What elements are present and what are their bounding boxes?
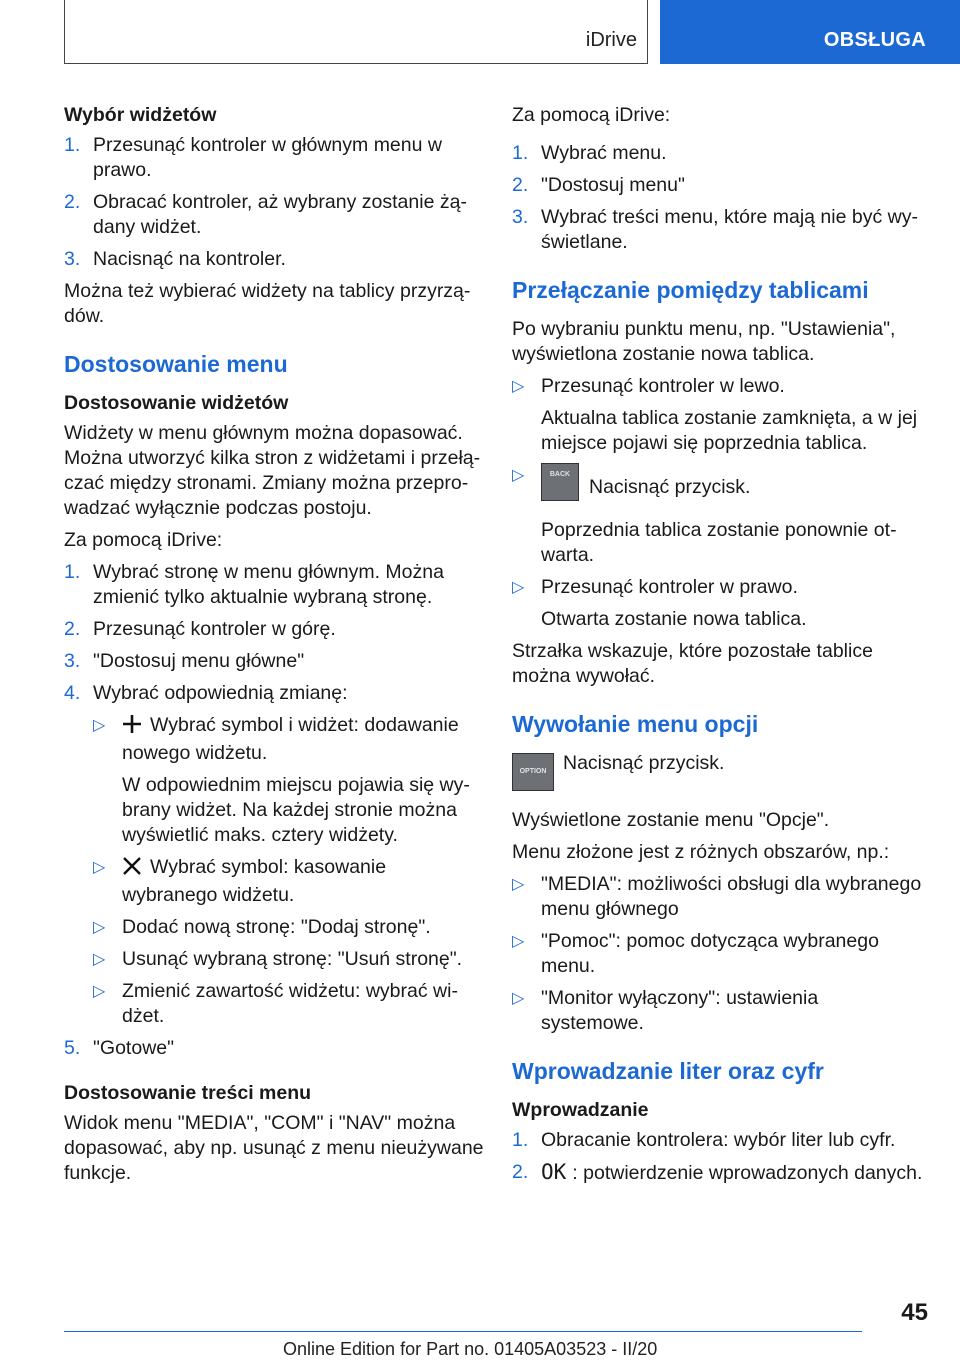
paragraph: W odpowiednim miejscu pojawia się wybrany widżet. Na każdej stronie można wyświetlić maks. cztery widżety. (122, 774, 470, 846)
left-column (64, 103, 484, 1193)
header-chapter-title: OBSŁUGA (823, 29, 926, 51)
heading-switch-panels: Przełączanie pomiędzy tablicami (512, 277, 869, 303)
paragraph: Wyświetlone zostanie menu "Opcje". (512, 809, 830, 831)
heading-customize-menu: Dostosowanie menu (64, 351, 288, 377)
list-item: 2. OK : potwierdzenie wprowadzonych danych. (512, 1160, 923, 1184)
plus-icon (122, 714, 142, 741)
list-item: ▷ "Monitor wyłączony": ustawienia systemowe. (512, 987, 819, 1034)
list-item: ▷ Przesunąć kontroler w lewo. (512, 375, 785, 397)
heading-input: Wprowadzanie (512, 1099, 649, 1121)
list-item: 1. Przesunąć kontroler w głównym menu w prawo. (64, 134, 442, 181)
sub-list-item: ▷ Wybrać symbol i widżet: dodawanie nowego widżetu. (93, 714, 459, 764)
footer-divider (64, 1331, 862, 1332)
paragraph: Poprzednia tablica zostanie ponownie otwarta. (541, 519, 897, 566)
list-item: 1. Wybrać menu. (512, 142, 667, 164)
header-section-box (64, 0, 648, 64)
heading-customize-content: Dostosowanie treści menu (64, 1082, 312, 1104)
footer-edition: Online Edition for Part no. 01405A03523 - II/20 (283, 1339, 658, 1359)
page-number: 45 (901, 1299, 928, 1326)
heading-customize-widgets: Dostosowanie widżetów (64, 392, 289, 414)
list-item: ▷ BACKNacisnąć przycisk. (512, 463, 926, 511)
paragraph: Aktualna tablica zostanie zamknięta, a w jej miejsce pojawi się poprzednia tablica. (541, 407, 918, 454)
paragraph: Widżety w menu głównym można dopasować. Można utworzyć kilka stron z widżetami i przełączać między stronami. Zmiany można przeprowadzać wyłącznie podczas postoju. (64, 422, 481, 519)
option-press-row: OPTION Nacisnąć przycisk. (512, 751, 926, 799)
list-item: 5. "Gotowe" (64, 1037, 175, 1059)
option-button-icon: OPTION (512, 753, 554, 791)
paragraph: Za pomocą iDrive: (64, 529, 223, 551)
right-column (512, 103, 926, 1193)
list-item: 3. "Dostosuj menu główne" (64, 650, 305, 672)
ok-icon: OK (541, 1160, 567, 1184)
list-item: 2. Obracać kontroler, aż wybrany zostanie żądany widżet. (64, 191, 467, 238)
paragraph: Można też wybierać widżety na tablicy przyrządów. (64, 280, 471, 327)
list-item: ▷ "MEDIA": możliwości obsługi dla wybranego menu głównego (512, 873, 922, 920)
heading-options-menu: Wywołanie menu opcji (512, 711, 759, 737)
paragraph: Strzałka wskazuje, które pozostałe tablice można wywołać. (512, 640, 873, 687)
list-item: 3. Nacisnąć na kontroler. (64, 248, 286, 270)
sub-list-item: ▷ Wybrać symbol: kasowanie wybranego widżetu. (93, 856, 387, 906)
close-icon (122, 856, 142, 883)
list-item: 1. Obracanie kontrolera: wybór liter lub cyfr. (512, 1129, 896, 1151)
paragraph: Widok menu "MEDIA", "COM" i "NAV" można dopasować, aby np. usunąć z menu nieużywane funkcje. (64, 1112, 484, 1184)
sub-list-item: ▷ Dodać nową stronę: "Dodaj stronę". (93, 916, 431, 938)
list-item: ▷ "Pomoc": pomoc dotycząca wybranego menu. (512, 930, 879, 977)
list-item: 4. Wybrać odpowiednią zmianę: ▷ Wybrać symbol i widżet: dodawanie nowego widżetu. W odpowiednim miejscu pojawia się wybrany widżet. Na każdej stronie można wyświetlić maks. cztery widżety. ▷ Wybrać symbol: kasowanie wybranego widżetu. ▷ Dodać nową stronę: "Dodaj stronę". ▷ Usunąć wybraną stronę: "Usuń stronę". ▷ Zmienić zawartość widżetu: wybrać widżet. (64, 681, 484, 1029)
list-item: 3. Wybrać treści menu, które mają nie być wyświetlane. (512, 206, 918, 253)
header-chapter-tab (660, 0, 960, 64)
list-item: 1. Wybrać stronę w menu głównym. Można zmienić tylko aktualnie wybraną stronę. (64, 561, 444, 608)
paragraph: Otwarta zostanie nowa tablica. (541, 608, 807, 630)
sub-list-item: ▷ Usunąć wybraną stronę: "Usuń stronę". (93, 948, 463, 970)
heading-select-widgets: Wybór widżetów (64, 104, 217, 126)
back-button-icon: BACK (541, 463, 579, 501)
list-item: ▷ Przesunąć kontroler w prawo. (512, 576, 798, 598)
paragraph: Za pomocą iDrive: (512, 104, 671, 126)
list-item: 2. "Dostosuj menu" (512, 174, 685, 196)
header-section-title: iDrive (585, 29, 637, 51)
heading-text-input: Wprowadzanie liter oraz cyfr (512, 1058, 824, 1084)
sub-list-item: ▷ Zmienić zawartość widżetu: wybrać widżet. (93, 980, 458, 1027)
list-item: 2. Przesunąć kontroler w górę. (64, 618, 336, 640)
paragraph: Po wybraniu punktu menu, np. "Ustawienia", wyświetlona zostanie nowa tablica. (512, 318, 896, 365)
paragraph: Menu złożone jest z różnych obszarów, np.: (512, 841, 890, 863)
